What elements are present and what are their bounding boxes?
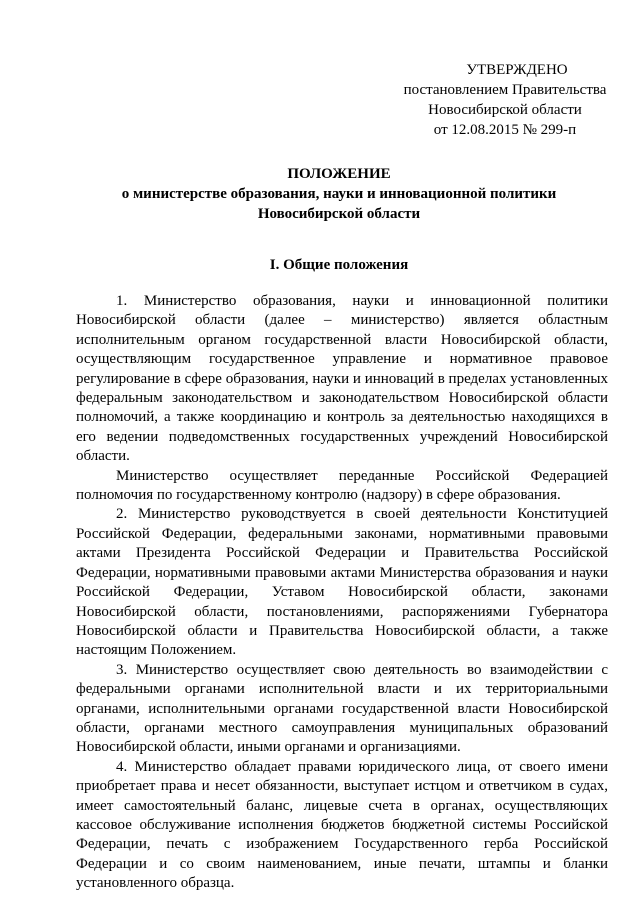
approval-heading: УТВЕРЖДЕНО xyxy=(466,62,568,78)
approval-stamp xyxy=(395,60,615,140)
title-line-1: ПОЛОЖЕНИЕ xyxy=(287,166,391,182)
title-line-2: о министерстве образования, науки и инновационной политики xyxy=(121,186,557,202)
approval-line-resolution: постановлением Правительства xyxy=(403,82,607,98)
paragraph-1: 1. Министерство образования, науки и инновационной политики Новосибирской области (далее – министерство) является областным исполнительным органом государственной власти Новосибирской области, осуществляющим государственное управление и нормативное правовое регулирование в сфере образования, науки и инноваций в пределах установленных федеральным законодательством и законодательством Новосибирской области полномочий, а также координацию и контроль за деятельностью находящихся в его ведении подведомственных государственных учреждений Новосибирской области. xyxy=(76,293,608,465)
paragraph-3: 3. Министерство осуществляет свою деятельность во взаимодействии с федеральными органами исполнительной власти и их территориальными органами, исполнительными органами государственной власти Новосибирской области, органами местного самоуправления муниципальных образований Новосибирской области, иными органами и организациями. xyxy=(76,661,608,756)
paragraph-4: 4. Министерство обладает правами юридического лица, от своего имени приобретает права и несет обязанности, выступает истцом и ответчиком в судах, имеет самостоятельный баланс, лицевые счета в органах, осуществляющих кассовое обслуживание исполнения бюджетов бюджетной системы Российской Федерации, печать с изображением Государственного герба Российской Федерации и со своим наименованием, иные печати, штампы и бланки установленного образца. xyxy=(76,758,608,892)
approval-line-region: Новосибирской области xyxy=(428,102,582,118)
document-title xyxy=(60,164,618,224)
section-heading: I. Общие положения xyxy=(269,257,409,273)
approval-line-date-number: от 12.08.2015 № 299-п xyxy=(433,122,577,138)
document-body xyxy=(76,292,608,894)
paragraph-2: 2. Министерство руководствуется в своей деятельности Конституцией Российской Федерации, федеральными законами, нормативными правовыми актами Президента Российской Федерации и Правительства Российской Федерации, нормативными правовыми актами Министерства образования и науки Российской Федерации, Уставом Новосибирской области, законами Новосибирской области, постановлениями, распоряжениями Губернатора Новосибирской области и Правительства Новосибирской области, а также настоящим Положением. xyxy=(76,506,608,659)
paragraph-1-continued: Министерство осуществляет переданные Российской Федерацией полномочия по государственному контролю (надзору) в сфере образования. xyxy=(76,467,608,504)
title-line-3: Новосибирской области xyxy=(257,206,421,222)
